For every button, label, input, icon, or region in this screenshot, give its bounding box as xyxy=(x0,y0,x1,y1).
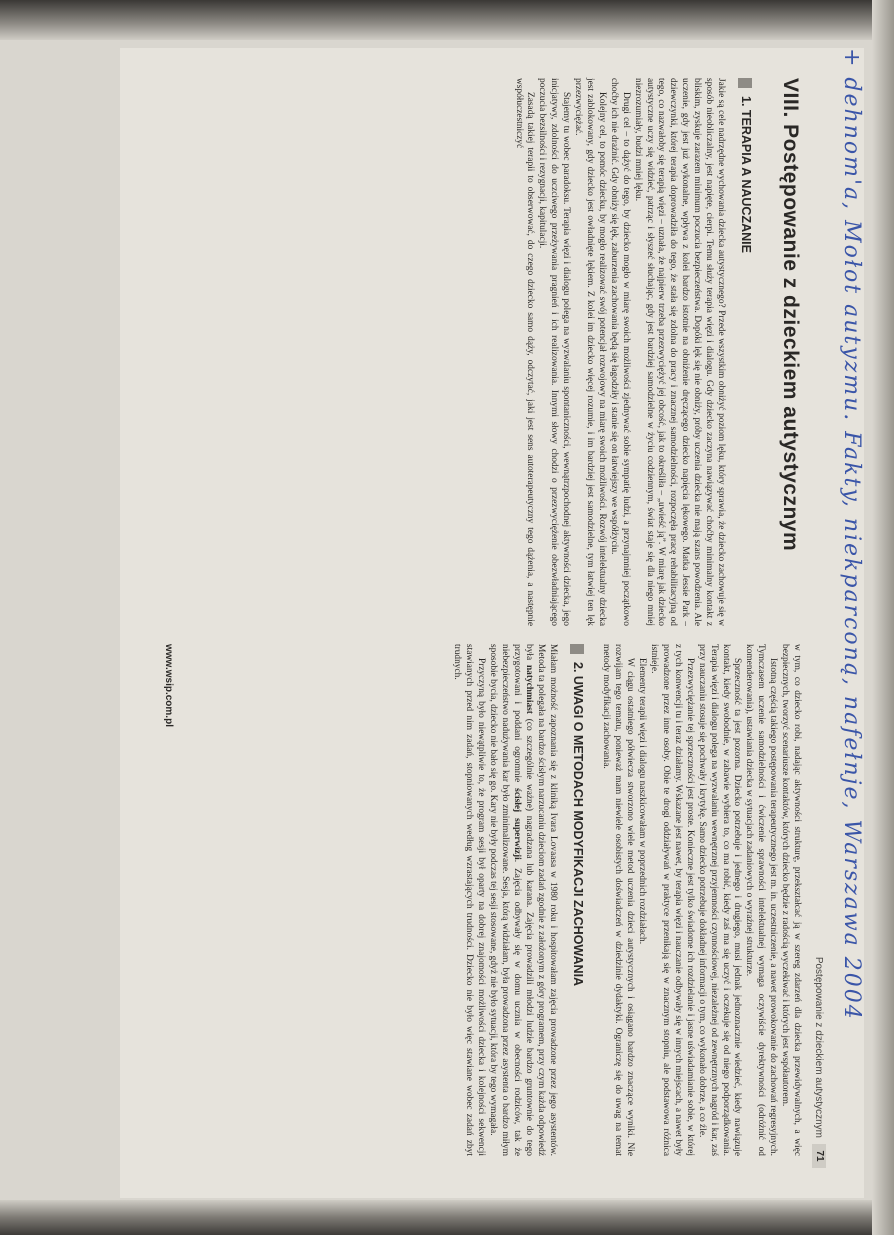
scan-edge-right xyxy=(872,0,894,1235)
paragraph: w tym, co dziecko robi, nadając aktywności strukturę, przekształcać ją w szereg zdarzeń dla dziecka przewidywalnych, a więc bezpiecznych, tworzyć scenariusze kontaktów, których dziecko będzie z radością wyczekiwać i których jest współautorem. xyxy=(780,644,802,1156)
section-heading-1 xyxy=(738,78,752,626)
paragraph xyxy=(486,644,557,1156)
paragraph: Drugi cel – to dążyć do tego, by dziecko mogło w miarę swoich możliwości zjednywać sobie sympatię ludzi, a przynajmniej początkowo choćby ich nie drażnić. Gdy obniży się lęk, zaburzenia zachowania będą się łagodziły i stanie się on łatwiejszy we współżyciu. xyxy=(608,78,631,626)
paragraph: Przyczyną było niewątpliwie to, że program sesji był oparty na dobrej znajomości możliwości dziecka i kolejności sekwencji stawianych przed nim zadań, stopniowanych według wzrastających trudności. Dziecko nie było więc stawiane wobec zadań zbyt trudnych. xyxy=(452,644,487,1156)
right-column xyxy=(450,644,802,1156)
running-head: Postępowanie z dzieckiem autystycznym xyxy=(813,956,824,1138)
section-heading-2-text: 2. UWAGI O METODACH MODYFIKACJI ZACHOWANIA xyxy=(570,662,585,987)
paragraph: Kolejny cel, to pomóc dziecku, by mogło realizować swój potencjał rozwojowy na miarę swoich możliwości. Rozwój intelektualny dziecka jest zablokowany, gdy dziecko jest owładnięte lękiem. Z kolei im dziecko więcej rozumie, i im bardziej jest samodzielne, tym łatwiej ten lęk przezwyciężać. xyxy=(573,78,607,626)
paragraph-text: (co szczególnie ważne) nagradzana lub karana. Zajęcia prowadzili młodzi ludzie bardzo gruntownie do tego przygotowani i poddani ogromnie xyxy=(511,644,534,1156)
paragraph: Istotną częścią takiego postępowania terapeutycznego jest m. in. uczestniczenie, a nawet prowokowanie do zachowań regresyjnych. Tymczasem uczenie samodzielności i ćwiczenie sprawności intelektualnej wymaga oczywiście dyrektywności (odróżnić od komenderowania), ustawiania dziecka w sytuacjach zadaniowych o wyraźnej strukturze. xyxy=(744,644,779,1156)
paragraph: W ciągu ostatniego półwiecza stworzono wiele metod uczenia dzieci autystycznych i osiągano bardzo znaczące wyniki. Nie rozwijam tego tematu, ponieważ mam niewiele osobistych doświadczeń w dziedzinie dydaktyki. Ograniczę się do uwag na temat metody modyfikacji zachowania. xyxy=(601,644,636,1156)
paragraph: Stajemy tu wobec paradoksu. Terapia więzi i dialogu polega na wyzwalaniu spontaniczności, wewnątrzpochodnej aktywności dziecka, jego inicjatywy, zdolności do uczciwego przeżywania pragnień i ich realizowania. Innymi słowy chodzi o przezwyciężenie obezwładniającego poczucia bezsilności i rezygnacji, kapitulacji. xyxy=(537,78,572,626)
paragraph: Elementy terapii więzi i dialogu naszkicowałam w poprzednich rozdziałach. xyxy=(637,658,648,945)
publisher-url: www.wsip.com.pl xyxy=(163,644,174,727)
book-page xyxy=(120,48,864,1198)
paragraph: Przezwyciężanie tej sprzeczności jest proste. Konieczne jest tylko świadome ich rozdzielanie i jasne uświadamianie sobie, w której z tych konwencji tu i teraz działamy. Wskazane jest nawet, by terapia więzi i nauczanie odbywały się w innych miejscach, a nawet były prowadzone przez inne osoby. Obie te drogi oddziaływań w praktyce przenikają się w znacznym stopniu, ale podstawowa różnica istnieje. xyxy=(649,644,695,1156)
paragraph-text: Miałam możność zapoznania się z kliniką Ivara Lovaasa w 1980 roku i hospitowałam zajęcia prowadzone przez jego asystentów. Metoda ta polegała na bardzo ścisłym narzucaniu dzieciom zadań zgodnie z założonym z góry programem, przy czym każda odpowiedź była xyxy=(523,644,558,1156)
left-column xyxy=(512,78,754,626)
handwritten-note: + dehnom'a, Mołot autyzmu. Fakty, niekparconą, nafełnje, Warszawa 2004 xyxy=(839,48,864,1021)
scan-edge-bottom xyxy=(0,1200,894,1235)
chapter-title: VIII. Postępowanie z dzieckiem autystycznym xyxy=(779,78,802,552)
paragraph: Jakie są cele nadrzędne wychowania dziecka autystycznego? Przede wszystkim obniżyć poziom lęku, który sprawia, że dziecko zachowuje się w sposób nieobliczalny, jest napięte, cierpi. Temu służy terapia więzi i dialogu. Gdy dziecko zaczyna nawiązywać choćby minimalny kontakt z bliskim, zyskuje zarazem minimum poczucia bezpieczeństwa. Dopóki lęk się nie obniży, próby uczenia dziecka nie mają szans powodzenia. Ale uczenie, gdy jest już wykonalne, wpływa z kolei bardzo istotnie na obniżenie dręczącego dziecko napięcia lękowego. Matka Jessie Park – dziewczynki, której terapia doprowadziła do tego, że stała się zdolna do pracy i znacznej samodzielności, rozpoczęła pracę rehabilitacyjną od tego, co nazwałoby się terapią więzi – uznała, że najpierw trzeba przezwyciężyć jej obcość, jak to określiła – „uwieść ją”. W miarę jak dziecko autystyczne uczy się widzieć, patrząc i słyszeć słuchając, gdy jest bardziej samodzielne w życiu codziennym, świat staje się dla niego mniej niezrozumiały, budzi mniej lęku. xyxy=(632,78,726,626)
page-number: 71 xyxy=(812,1144,826,1168)
paragraph: Sprzeczność ta jest pozorna. Dziecko potrzebuje i jednego i drugiego, musi jednak jednoznacznie wiedzieć, kiedy nawiązuje kontakt, kiedy swobodnie, w zabawie wybiera to, co ma robić, kiedy zaś ma się uczyć i oczekuje się od niego podporządkowania. Terapia więzi i dialogu polega na wyzwalaniu wewnętrznej przyjemności czynnościowej, niezależnej od zewnętrznych nagród i kar, zaś przy nauczaniu stosuje się pochwały i krytykę. Samo dziecko potrzebuje dokładnej informacji o tym, co wykonało dobrze, a co źle. xyxy=(696,644,743,1156)
section-marker-icon xyxy=(570,644,584,654)
section-heading-2 xyxy=(570,644,584,1156)
rotated-content xyxy=(120,48,864,1198)
section-heading-1-text: 1. TERAPIA A NAUCZANIE xyxy=(738,96,753,253)
section-marker-icon xyxy=(738,78,752,88)
paragraph-text: . Zajęcia odbywały się w domu ucznia w obecności rodziców, tak że niebezpieczeństwo nadużywania kar było zminimalizowane. Sesja, którą widziałam, była prowadzona przez asystenta o bardzo miłym sposobie bycia, dziecko nie bało się go. Kary nie były podczas tej sesji stosowane, gdyż nie było sytuacji, która by tego wymagała. xyxy=(488,644,522,1156)
emphasis-text: natychmiast xyxy=(523,664,534,714)
emphasis-text: ścisłej superwizji xyxy=(511,788,522,860)
paragraph: Zasadą takiej terapii to obserwować, do czego dziecko samo dąży, odczytać, jaki jest sens autoterapeutyczny tego dążenia, a następnie współuczestniczyć xyxy=(513,78,536,626)
scan-edge-top xyxy=(0,0,894,40)
